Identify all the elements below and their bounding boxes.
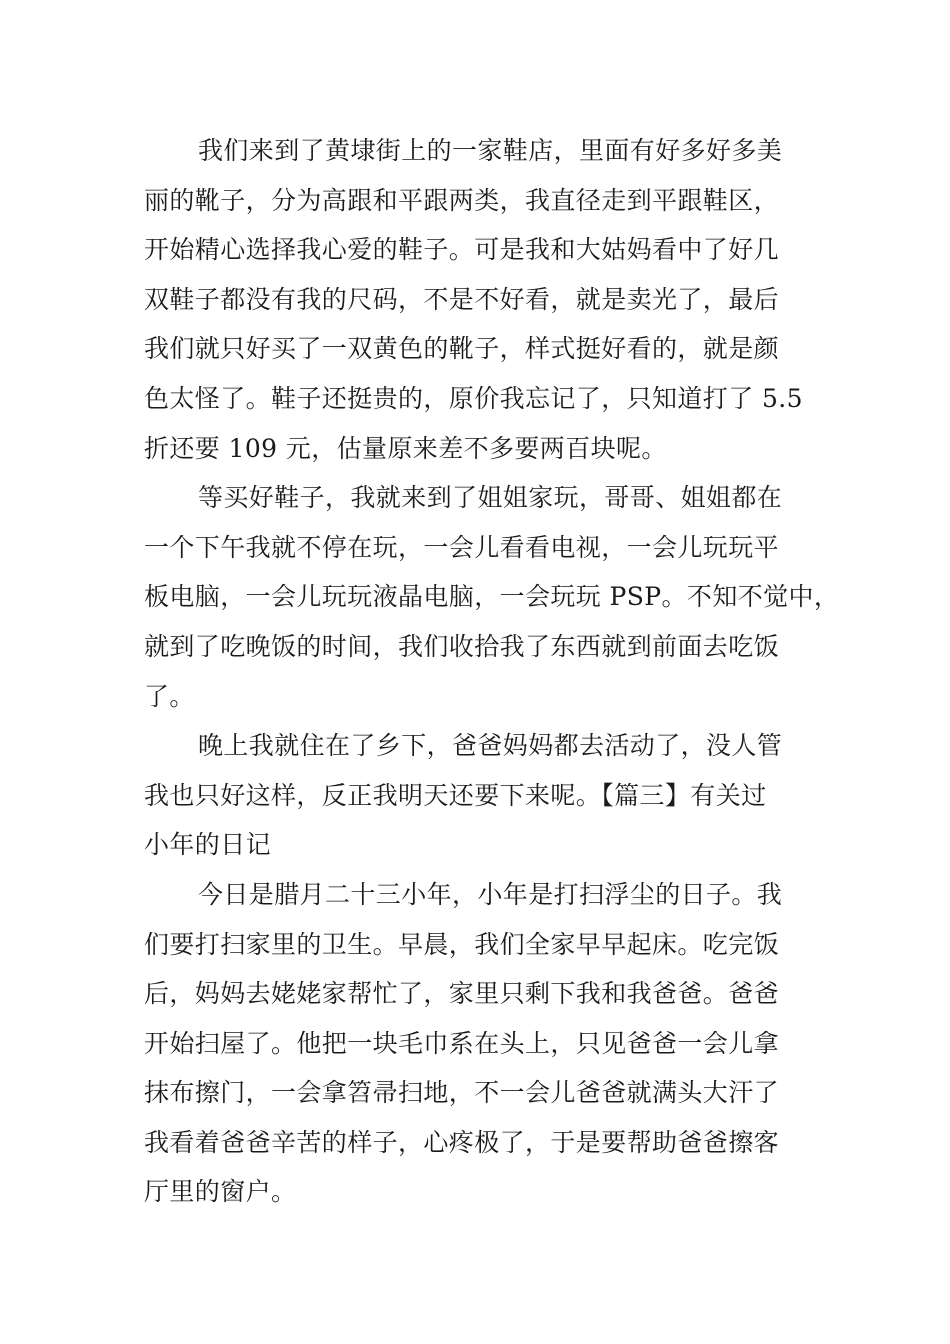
text-line: 抹布擦门，一会拿笤帚扫地，不一会儿爸爸就满头大汗了 (144, 1078, 780, 1108)
text-line: 我们就只好买了一双黄色的靴子，样式挺好看的，就是颜 (144, 334, 780, 364)
text-line: 开始扫屋了。他把一块毛巾系在头上，只见爸爸一会儿拿 (144, 1028, 780, 1058)
body-text (144, 126, 840, 1217)
text-line: 开始精心选择我心爱的鞋子。可是我和大姑妈看中了好几 (144, 235, 780, 265)
text-line: 厅里的窗户。 (144, 1177, 297, 1207)
text-line: 丽的靴子，分为高跟和平跟两类，我直径走到平跟鞋区， (144, 185, 780, 215)
paragraph-first-line: 等买好鞋子，我就来到了姐姐家玩，哥哥、姐姐都在 (198, 483, 783, 513)
text-line: 我也只好这样，反正我明天还要下来呢。【篇三】有关过 (144, 780, 767, 810)
text-line: 我看着爸爸辛苦的样子，心疼极了，于是要帮助爸爸擦客 (144, 1127, 780, 1157)
paragraph-first-line: 晚上我就住在了乡下，爸爸妈妈都去活动了，没人管 (198, 731, 783, 761)
text-line: 了。 (144, 681, 195, 711)
text-line: 一个下午我就不停在玩，一会儿看看电视，一会儿玩玩平 (144, 532, 780, 562)
paragraph-first-line: 我们来到了黄埭街上的一家鞋店，里面有好多好多美 (198, 136, 783, 165)
text-line: 就到了吃晚饭的时间，我们收拾我了东西就到前面去吃饭 (144, 631, 780, 661)
text-line: 双鞋子都没有我的尺码，不是不好看，就是卖光了，最后 (144, 284, 780, 314)
text-line: 板电脑，一会儿玩玩液晶电脑，一会玩玩 PSP。不知不觉中， (144, 582, 840, 612)
text-line: 小年的日记 (144, 830, 272, 860)
text-line: 后，妈妈去姥姥家帮忙了，家里只剩下我和我爸爸。爸爸 (144, 979, 780, 1009)
text-line: 折还要 109 元，估量原来差不多要两百块呢。 (144, 433, 667, 463)
text-line: 们要打扫家里的卫生。早晨，我们全家早早起床。吃完饭 (144, 929, 780, 959)
text-line: 色太怪了。鞋子还挺贵的，原价我忘记了，只知道打了 5.5 (144, 383, 803, 413)
paragraph-first-line: 今日是腊月二十三小年，小年是打扫浮尘的日子。我 (198, 879, 783, 909)
